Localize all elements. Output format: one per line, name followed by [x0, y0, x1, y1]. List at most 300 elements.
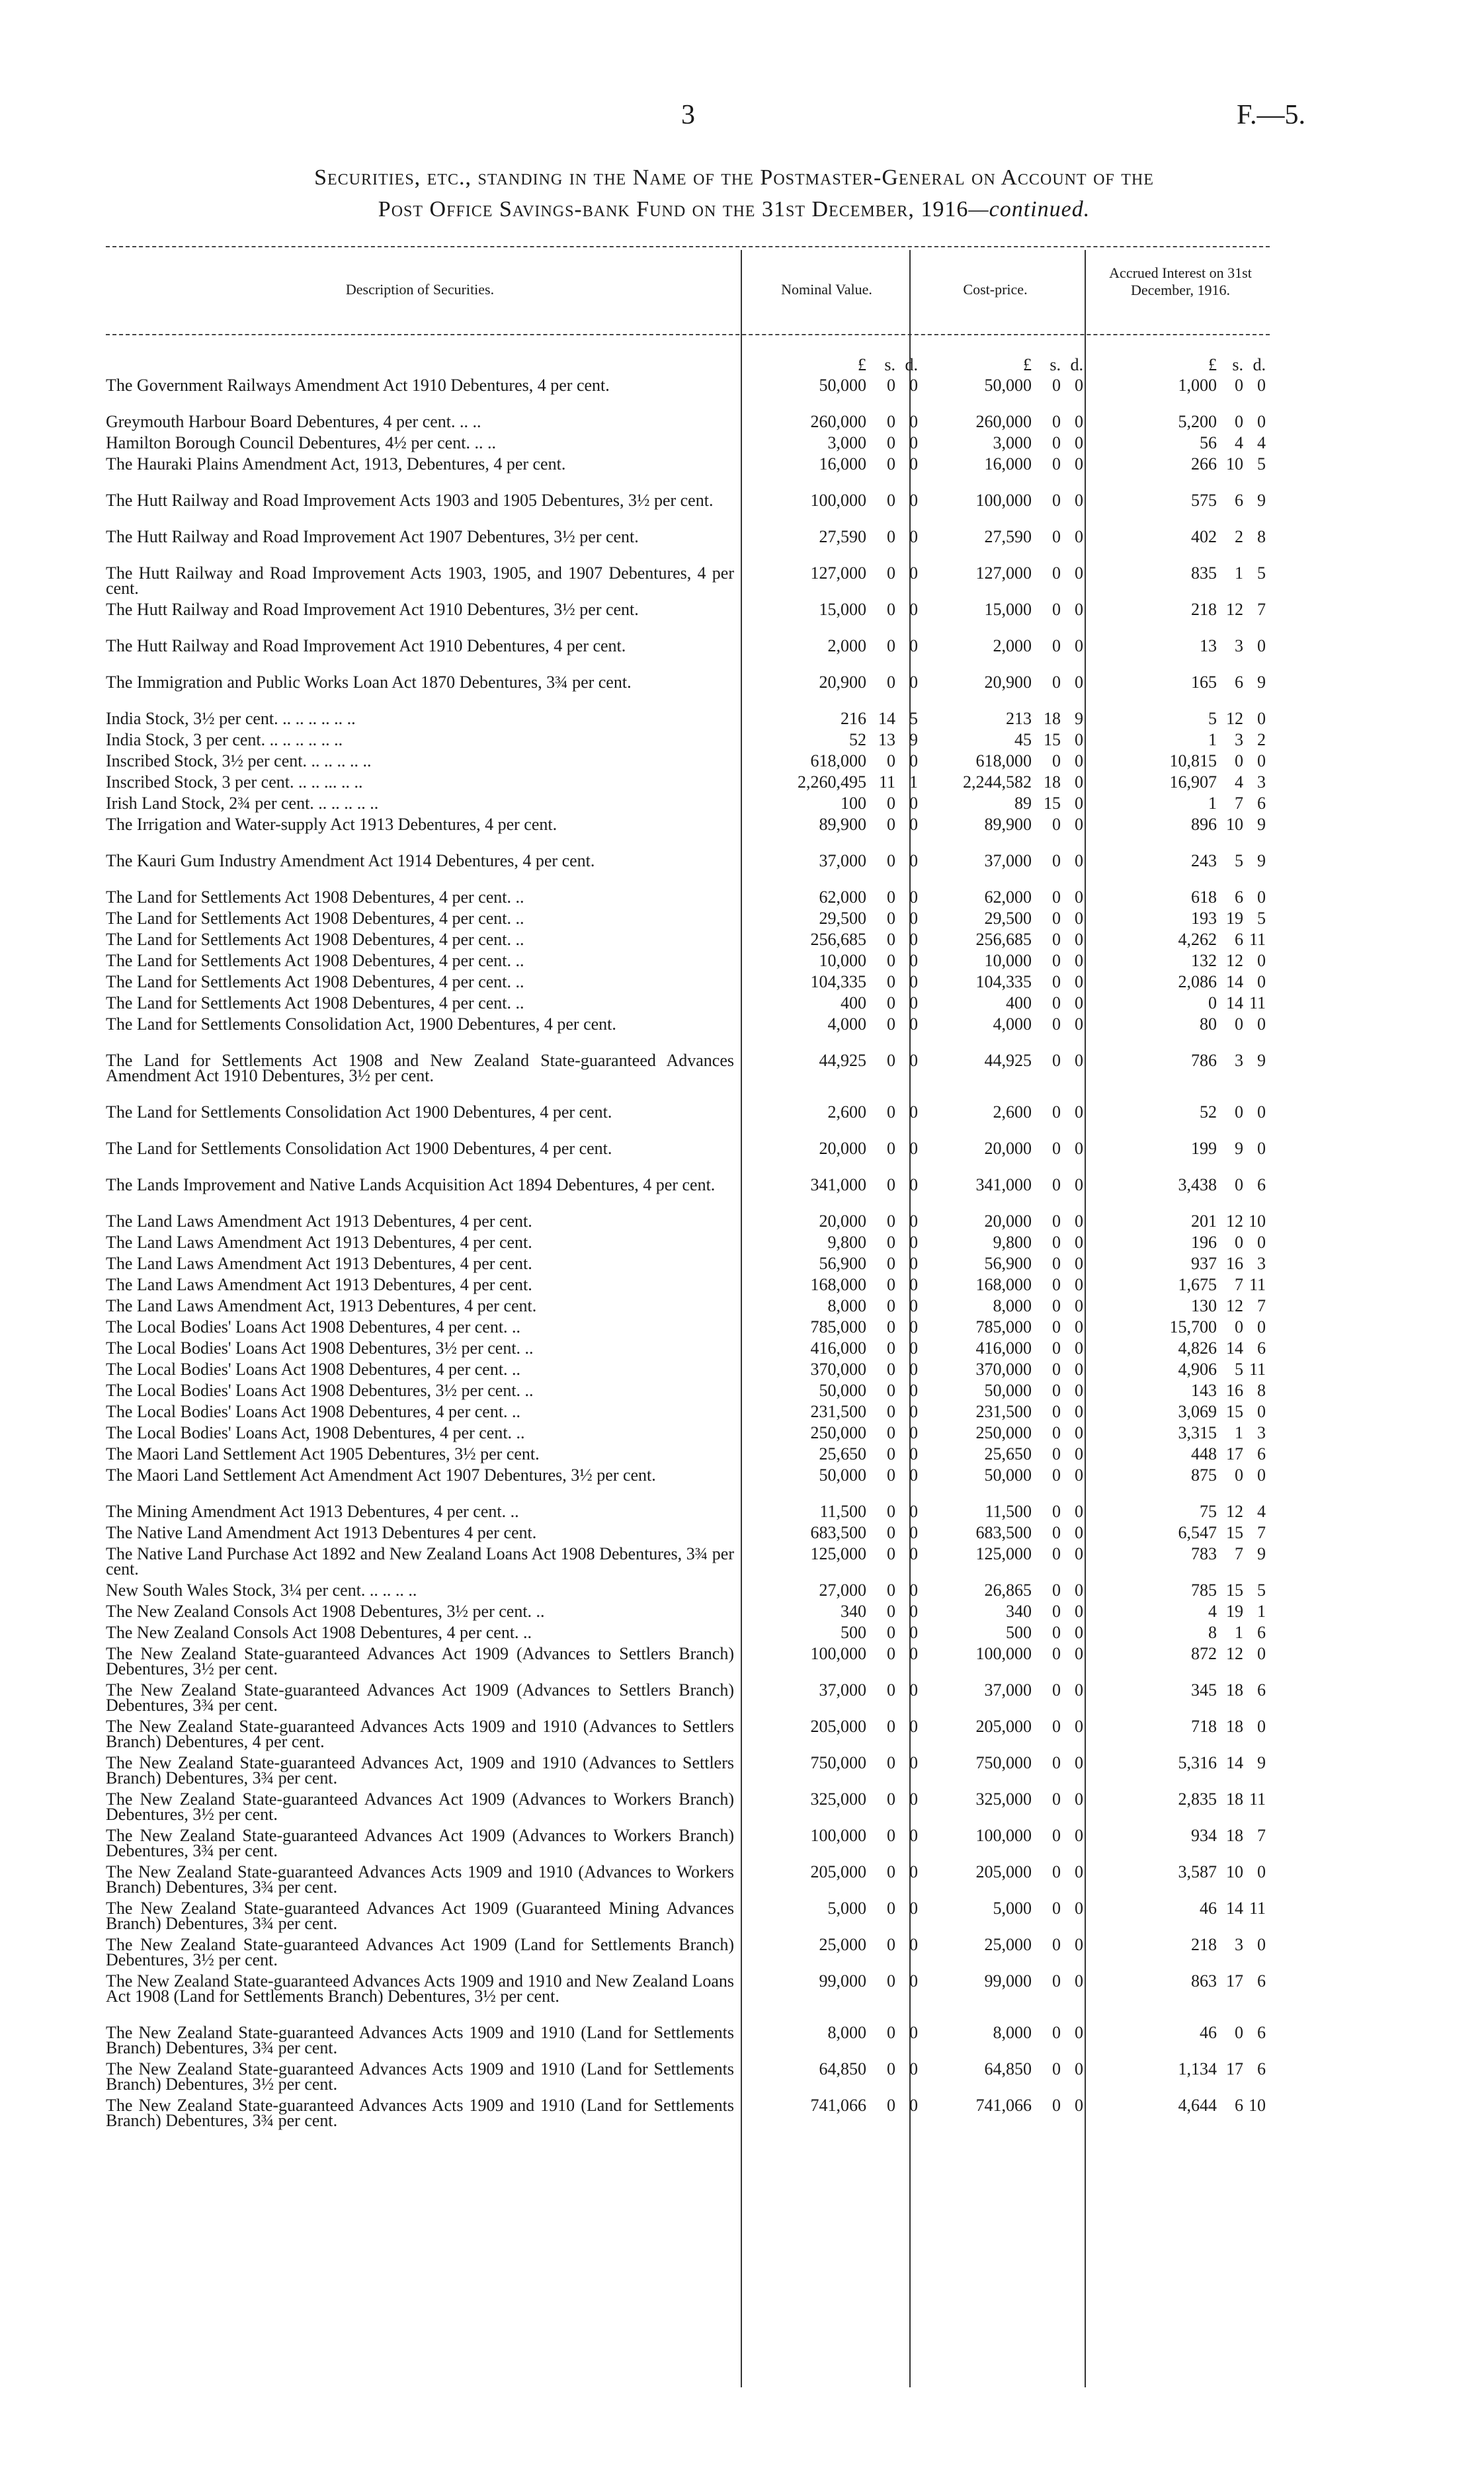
security-description: The Land Laws Amendment Act, 1913 Debentures, 4 per cent. [106, 1296, 537, 1315]
nominal-pence: 9 [909, 730, 918, 749]
table-row [106, 1383, 1270, 1404]
cost-pounds: 89,900 [984, 815, 1032, 834]
accrued-pounds: 266 [1191, 454, 1217, 473]
nominal-shillings: 0 [887, 563, 895, 583]
nominal-pounds: 25,650 [819, 1444, 866, 1463]
nominal-pence: 0 [909, 1360, 918, 1379]
table-row [106, 953, 1270, 974]
table-row [106, 1053, 1270, 1104]
security-description: The New Zealand State-guaranteed Advances Acts 1909 and 1910 (Advances to Workers Branch) Debentures, 3¾ per cent. [106, 1862, 734, 1897]
table-row [106, 1901, 1270, 1937]
nominal-shillings: 0 [887, 2059, 895, 2078]
table-row [106, 1177, 1270, 1213]
accrued-pence: 0 [1257, 1717, 1266, 1736]
accrued-shillings: 0 [1235, 376, 1243, 395]
cost-pounds: 341,000 [975, 1175, 1032, 1194]
nominal-pence: 0 [909, 1717, 918, 1736]
cost-shillings: 0 [1052, 527, 1061, 546]
nominal-pence: 0 [909, 1581, 918, 1600]
accrued-shillings: 14 [1226, 972, 1243, 991]
accrued-pence: 6 [1257, 2023, 1266, 2042]
cost-pounds: 4,000 [993, 1014, 1032, 1034]
security-description: The Land for Settlements Act 1908 Debentures, 4 per cent. .. [106, 951, 524, 970]
accrued-pence: 0 [1257, 412, 1266, 431]
accrued-shillings: 19 [1226, 909, 1243, 928]
security-description: The Land Laws Amendment Act 1913 Debentures, 4 per cent. [106, 1233, 532, 1252]
nominal-pence: 0 [909, 815, 918, 834]
accrued-pence: 5 [1257, 563, 1266, 583]
cost-pence: 0 [1075, 1544, 1083, 1563]
table-row [106, 1256, 1270, 1277]
nominal-pence: 0 [909, 1317, 918, 1337]
accrued-shillings: 0 [1235, 1175, 1243, 1194]
cost-pounds: 750,000 [975, 1753, 1032, 1772]
table-row [106, 1235, 1270, 1256]
accrued-shillings: 0 [1235, 751, 1243, 770]
cost-pence: 0 [1075, 1602, 1083, 1621]
cost-shillings: 0 [1052, 1275, 1061, 1294]
nominal-pounds: 400 [841, 993, 866, 1012]
cost-pounds: 100,000 [975, 491, 1032, 510]
nominal-pounds: 64,850 [819, 2059, 866, 2078]
cost-pence: 0 [1075, 1175, 1083, 1194]
security-description: The Local Bodies' Loans Act 1908 Debentures, 3½ per cent. .. [106, 1338, 534, 1358]
accrued-pounds: 4,644 [1178, 2096, 1217, 2115]
cost-shillings: 0 [1052, 851, 1061, 870]
security-description: The Land for Settlements Act 1908 Debentures, 4 per cent. .. [106, 993, 524, 1012]
cost-pence: 0 [1075, 1402, 1083, 1421]
nominal-pence: 0 [909, 1899, 918, 1918]
cost-pence: 0 [1075, 1644, 1083, 1663]
title-continued: —continued. [968, 197, 1091, 222]
cost-pence: 0 [1075, 563, 1083, 583]
accrued-pounds: 8 [1208, 1623, 1217, 1642]
nominal-pence: 0 [909, 2059, 918, 2078]
nominal-pounds: 16,000 [819, 454, 866, 473]
accrued-pounds: 575 [1191, 491, 1217, 510]
security-description: The New Zealand Consols Act 1908 Debentures, 3½ per cent. .. [106, 1602, 545, 1621]
security-description: The Land for Settlements Consolidation Act 1900 Debentures, 4 per cent. [106, 1102, 612, 1122]
nominal-shillings: 0 [887, 1826, 895, 1845]
table-row [106, 675, 1270, 711]
nominal-pence: 0 [909, 909, 918, 928]
nominal-pounds: 2,000 [827, 636, 866, 655]
table-row [106, 853, 1270, 889]
cost-pounds: 500 [1006, 1623, 1032, 1642]
accrued-pounds: 165 [1191, 673, 1217, 692]
accrued-pounds: 218 [1191, 1935, 1217, 1954]
nominal-pounds: 29,500 [819, 909, 866, 928]
security-description: The Land for Settlements Consolidation Act, 1900 Debentures, 4 per cent. [106, 1014, 616, 1034]
nominal-pence: 0 [909, 1233, 918, 1252]
accrued-shillings: 1 [1235, 563, 1243, 583]
table-row [106, 1791, 1270, 1828]
nominal-shillings: 0 [887, 930, 895, 949]
accrued-shillings: 6 [1235, 930, 1243, 949]
cost-unit-shillings: s. [1050, 355, 1061, 374]
cost-pence: 0 [1075, 730, 1083, 749]
accrued-pounds: 618 [1191, 887, 1217, 907]
nominal-shillings: 0 [887, 1502, 895, 1521]
nominal-pounds: 4,000 [827, 1014, 866, 1034]
table-row [106, 435, 1270, 456]
nominal-pounds: 341,000 [810, 1175, 866, 1194]
accrued-pounds: 5,316 [1178, 1753, 1217, 1772]
accrued-pounds: 5,200 [1178, 412, 1217, 431]
nominal-pence: 0 [909, 951, 918, 970]
cost-pence: 0 [1075, 794, 1083, 813]
cost-pence: 0 [1075, 1254, 1083, 1273]
nominal-pounds: 10,000 [819, 951, 866, 970]
accrued-pence: 11 [1249, 930, 1266, 949]
page-number: 3 [681, 100, 695, 130]
accrued-pounds: 835 [1191, 563, 1217, 583]
cost-pence: 0 [1075, 491, 1083, 510]
cost-pence: 0 [1075, 2059, 1083, 2078]
nominal-pence: 0 [909, 887, 918, 907]
nominal-shillings: 0 [887, 1175, 895, 1194]
accrued-pence: 0 [1257, 1014, 1266, 1034]
nominal-pence: 0 [909, 636, 918, 655]
accrued-pounds: 46 [1200, 2023, 1217, 2042]
cost-shillings: 0 [1052, 1444, 1061, 1463]
security-description: The Hutt Railway and Road Improvement Act 1910 Debentures, 4 per cent. [106, 636, 626, 655]
accrued-pounds: 52 [1200, 1102, 1217, 1122]
nominal-shillings: 0 [887, 1971, 895, 1991]
accrued-shillings: 0 [1235, 1465, 1243, 1485]
nominal-shillings: 13 [878, 730, 895, 749]
nominal-pence: 0 [909, 1402, 918, 1421]
accrued-pence: 0 [1257, 951, 1266, 970]
accrued-pounds: 934 [1191, 1826, 1217, 1845]
nominal-pounds: 618,000 [810, 751, 866, 770]
table-row [106, 1319, 1270, 1340]
nominal-pence: 0 [909, 1296, 918, 1315]
nominal-pence: 0 [909, 1935, 918, 1954]
cost-shillings: 0 [1052, 1544, 1061, 1563]
security-description: The Mining Amendment Act 1913 Debentures, 4 per cent. .. [106, 1502, 519, 1521]
accrued-pounds: 13 [1200, 636, 1217, 655]
accrued-pence: 9 [1257, 1544, 1266, 1563]
nominal-pounds: 3,000 [827, 433, 866, 452]
nominal-pence: 0 [909, 454, 918, 473]
nominal-shillings: 0 [887, 673, 895, 692]
accrued-shillings: 3 [1235, 636, 1243, 655]
cost-shillings: 15 [1044, 794, 1061, 813]
cost-pence: 0 [1075, 1862, 1083, 1881]
cost-pence: 0 [1075, 772, 1083, 792]
table-row [106, 995, 1270, 1016]
accrued-unit-pounds: £ [1208, 355, 1217, 374]
accrued-pence: 6 [1257, 1680, 1266, 1700]
cost-pence: 0 [1075, 1680, 1083, 1700]
nominal-pence: 0 [909, 972, 918, 991]
nominal-pence: 0 [909, 794, 918, 813]
nominal-pounds: 125,000 [810, 1544, 866, 1563]
accrued-pence: 8 [1257, 1381, 1266, 1400]
security-description: The Maori Land Settlement Act Amendment Act 1907 Debentures, 3½ per cent. [106, 1465, 656, 1485]
cost-shillings: 0 [1052, 1338, 1061, 1358]
column-header-description: Description of Securities. [345, 281, 495, 298]
accrued-pence: 11 [1249, 1360, 1266, 1379]
nominal-pence: 0 [909, 1862, 918, 1881]
cost-pence: 0 [1075, 1317, 1083, 1337]
security-description: The New Zealand State-guaranteed Advances Act 1909 (Land for Settlements Branch) Debentures, 3½ per cent. [106, 1935, 734, 1969]
cost-pence: 0 [1075, 1360, 1083, 1379]
accrued-pounds: 937 [1191, 1254, 1217, 1273]
nominal-pounds: 56,900 [819, 1254, 866, 1273]
accrued-pounds: 1,000 [1178, 376, 1217, 395]
accrued-pounds: 132 [1191, 951, 1217, 970]
cost-pounds: 125,000 [975, 1544, 1032, 1563]
cost-pounds: 29,500 [984, 909, 1032, 928]
nominal-pounds: 27,000 [819, 1581, 866, 1600]
nominal-shillings: 0 [887, 1444, 895, 1463]
cost-pounds: 37,000 [984, 851, 1032, 870]
nominal-shillings: 0 [887, 600, 895, 619]
cost-pounds: 50,000 [984, 1381, 1032, 1400]
nominal-shillings: 0 [887, 909, 895, 928]
security-description: The Land for Settlements Act 1908 Debentures, 4 per cent. .. [106, 930, 524, 949]
nominal-pence: 0 [909, 376, 918, 395]
nominal-pence: 0 [909, 1523, 918, 1542]
cost-pounds: 250,000 [975, 1423, 1032, 1442]
accrued-pence: 7 [1257, 1296, 1266, 1315]
nominal-shillings: 0 [887, 454, 895, 473]
cost-shillings: 0 [1052, 636, 1061, 655]
security-description: The Hauraki Plains Amendment Act, 1913, Debentures, 4 per cent. [106, 454, 566, 473]
cost-shillings: 0 [1052, 815, 1061, 834]
cost-pence: 0 [1075, 600, 1083, 619]
nominal-shillings: 0 [887, 993, 895, 1012]
nominal-shillings: 0 [887, 412, 895, 431]
accrued-shillings: 0 [1235, 1102, 1243, 1122]
accrued-pounds: 718 [1191, 1717, 1217, 1736]
accrued-pounds: 218 [1191, 600, 1217, 619]
cost-pounds: 50,000 [984, 376, 1032, 395]
accrued-pounds: 2,086 [1178, 972, 1217, 991]
accrued-pence: 0 [1257, 1862, 1266, 1881]
accrued-shillings: 12 [1226, 1212, 1243, 1231]
nominal-pence: 1 [909, 772, 918, 792]
table-row [106, 638, 1270, 675]
table-row [106, 889, 1270, 911]
cost-shillings: 0 [1052, 454, 1061, 473]
nominal-unit-shillings: s. [884, 355, 895, 374]
accrued-pence: 8 [1257, 527, 1266, 546]
accrued-pence: 0 [1257, 1935, 1266, 1954]
table-row [106, 796, 1270, 817]
nominal-shillings: 0 [887, 1402, 895, 1421]
accrued-shillings: 6 [1235, 2096, 1243, 2115]
nominal-pounds: 89,900 [819, 815, 866, 834]
nominal-pounds: 99,000 [819, 1971, 866, 1991]
accrued-pence: 7 [1257, 1523, 1266, 1542]
security-description: The New Zealand State-guaranteed Advances Act 1909 (Advances to Settlers Branch) Debentures, 3¾ per cent. [106, 1680, 734, 1715]
accrued-shillings: 7 [1235, 1275, 1243, 1294]
nominal-pounds: 683,500 [810, 1523, 866, 1542]
table-row [106, 1646, 1270, 1682]
accrued-shillings: 6 [1235, 887, 1243, 907]
accrued-shillings: 12 [1226, 709, 1243, 728]
cost-pounds: 340 [1006, 1602, 1032, 1621]
security-description: Hamilton Borough Council Debentures, 4½ per cent. .. .. [106, 433, 496, 452]
cost-pence: 0 [1075, 1444, 1083, 1463]
cost-pounds: 100,000 [975, 1826, 1032, 1845]
accrued-shillings: 14 [1226, 1338, 1243, 1358]
table-row [106, 1625, 1270, 1646]
accrued-pounds: 80 [1200, 1014, 1217, 1034]
nominal-shillings: 0 [887, 1581, 895, 1600]
nominal-pence: 0 [909, 751, 918, 770]
table-row [106, 1525, 1270, 1546]
nominal-shillings: 0 [887, 1275, 895, 1294]
nominal-pounds: 20,900 [819, 673, 866, 692]
accrued-shillings: 12 [1226, 1296, 1243, 1315]
cost-shillings: 0 [1052, 1826, 1061, 1845]
accrued-shillings: 0 [1235, 412, 1243, 431]
cost-pence: 0 [1075, 1523, 1083, 1542]
table-row [106, 529, 1270, 565]
cost-shillings: 0 [1052, 951, 1061, 970]
top-rule [106, 246, 1270, 247]
table-row [106, 1546, 1270, 1583]
cost-pounds: 205,000 [975, 1862, 1032, 1881]
nominal-pence: 0 [909, 1254, 918, 1273]
table-row [106, 732, 1270, 753]
cost-pence: 0 [1075, 527, 1083, 546]
nominal-shillings: 0 [887, 2096, 895, 2115]
nominal-pounds: 256,685 [810, 930, 866, 949]
table-row [106, 1864, 1270, 1901]
accrued-pence: 6 [1257, 1444, 1266, 1463]
cost-pounds: 416,000 [975, 1338, 1032, 1358]
accrued-shillings: 1 [1235, 1423, 1243, 1442]
nominal-pounds: 250,000 [810, 1423, 866, 1442]
accrued-shillings: 12 [1226, 1644, 1243, 1663]
security-description: The Immigration and Public Works Loan Act 1870 Debentures, 3¾ per cent. [106, 673, 632, 692]
nominal-pence: 0 [909, 412, 918, 431]
accrued-pounds: 0 [1208, 993, 1217, 1012]
accrued-shillings: 18 [1226, 1826, 1243, 1845]
cost-shillings: 15 [1044, 730, 1061, 749]
table-row [106, 1604, 1270, 1625]
cost-pounds: 27,590 [984, 527, 1032, 546]
accrued-pounds: 2,835 [1178, 1789, 1217, 1809]
nominal-pounds: 52 [849, 730, 866, 749]
accrued-shillings: 18 [1226, 1789, 1243, 1809]
accrued-pounds: 1 [1208, 730, 1217, 749]
accrued-unit-pence: d. [1253, 355, 1266, 374]
cost-pounds: 44,925 [984, 1051, 1032, 1070]
security-description: The Hutt Railway and Road Improvement Act 1910 Debentures, 3½ per cent. [106, 600, 639, 619]
accrued-shillings: 12 [1226, 1502, 1243, 1521]
accrued-pence: 2 [1257, 730, 1266, 749]
nominal-shillings: 0 [887, 1423, 895, 1442]
accrued-shillings: 16 [1226, 1381, 1243, 1400]
cost-pounds: 213 [1006, 709, 1032, 728]
cost-pounds: 256,685 [975, 930, 1032, 949]
nominal-pence: 0 [909, 1444, 918, 1463]
cost-shillings: 0 [1052, 1680, 1061, 1700]
accrued-pounds: 10,815 [1169, 751, 1217, 770]
security-description: The New Zealand State-guaranteed Advances Acts 1909 and 1910 (Advances to Settlers Branch) Debentures, 4 per cent. [106, 1717, 734, 1751]
cost-shillings: 0 [1052, 1502, 1061, 1521]
cost-pounds: 785,000 [975, 1317, 1032, 1337]
cost-pounds: 11,500 [985, 1502, 1032, 1521]
cost-pounds: 99,000 [984, 1971, 1032, 1991]
table-row [106, 1446, 1270, 1467]
accrued-shillings: 10 [1226, 1862, 1243, 1881]
cost-pence: 0 [1075, 1935, 1083, 1954]
nominal-shillings: 0 [887, 751, 895, 770]
table-row [106, 1973, 1270, 2025]
cost-pounds: 37,000 [984, 1680, 1032, 1700]
table-row [106, 565, 1270, 602]
cost-shillings: 0 [1052, 1753, 1061, 1772]
nominal-pence: 0 [909, 930, 918, 949]
accrued-shillings: 12 [1226, 951, 1243, 970]
accrued-pence: 3 [1257, 772, 1266, 792]
cost-shillings: 0 [1052, 1014, 1061, 1034]
accrued-shillings: 10 [1226, 454, 1243, 473]
nominal-shillings: 0 [887, 1051, 895, 1070]
accrued-pence: 1 [1257, 1602, 1266, 1621]
cost-pence: 0 [1075, 1753, 1083, 1772]
cost-shillings: 0 [1052, 972, 1061, 991]
nominal-pence: 5 [909, 709, 918, 728]
accrued-pence: 0 [1257, 709, 1266, 728]
accrued-shillings: 3 [1235, 1935, 1243, 1954]
table-row [106, 2098, 1270, 2134]
accrued-pounds: 4 [1208, 1602, 1217, 1621]
accrued-pounds: 1,134 [1178, 2059, 1217, 2078]
table-row [106, 1583, 1270, 1604]
cost-shillings: 0 [1052, 1971, 1061, 1991]
cost-pence: 0 [1075, 1212, 1083, 1231]
cost-shillings: 0 [1052, 1935, 1061, 1954]
cost-pence: 0 [1075, 636, 1083, 655]
nominal-shillings: 0 [887, 1523, 895, 1542]
security-description: The New Zealand State-guaranteed Advances Act 1909 (Guaranteed Mining Advances Branch) Debentures, 3¾ per cent. [106, 1899, 734, 1933]
accrued-pounds: 3,587 [1178, 1862, 1217, 1881]
nominal-shillings: 0 [887, 851, 895, 870]
nominal-pounds: 50,000 [819, 1381, 866, 1400]
security-description: Irish Land Stock, 2¾ per cent. .. .. .. .. .. [106, 794, 379, 813]
cost-pounds: 168,000 [975, 1275, 1032, 1294]
accrued-pence: 0 [1257, 376, 1266, 395]
cost-shillings: 0 [1052, 1523, 1061, 1542]
table-row [106, 1298, 1270, 1319]
accrued-pence: 4 [1257, 433, 1266, 452]
nominal-pounds: 127,000 [810, 563, 866, 583]
cost-pounds: 10,000 [984, 951, 1032, 970]
nominal-pounds: 27,590 [819, 527, 866, 546]
security-description: The Local Bodies' Loans Act 1908 Debentures, 4 per cent. .. [106, 1402, 521, 1421]
table-row [106, 911, 1270, 932]
nominal-pence: 0 [909, 1139, 918, 1158]
accrued-shillings: 0 [1235, 1233, 1243, 1252]
column-header-cost: Cost-price. [963, 281, 1028, 298]
accrued-pence: 11 [1249, 1899, 1266, 1918]
cost-pence: 0 [1075, 1717, 1083, 1736]
cost-pence: 0 [1075, 2096, 1083, 2115]
nominal-pounds: 25,000 [819, 1935, 866, 1954]
accrued-shillings: 7 [1235, 794, 1243, 813]
accrued-pence: 0 [1257, 1233, 1266, 1252]
accrued-shillings: 1 [1235, 1623, 1243, 1642]
accrued-shillings: 0 [1235, 2023, 1243, 2042]
